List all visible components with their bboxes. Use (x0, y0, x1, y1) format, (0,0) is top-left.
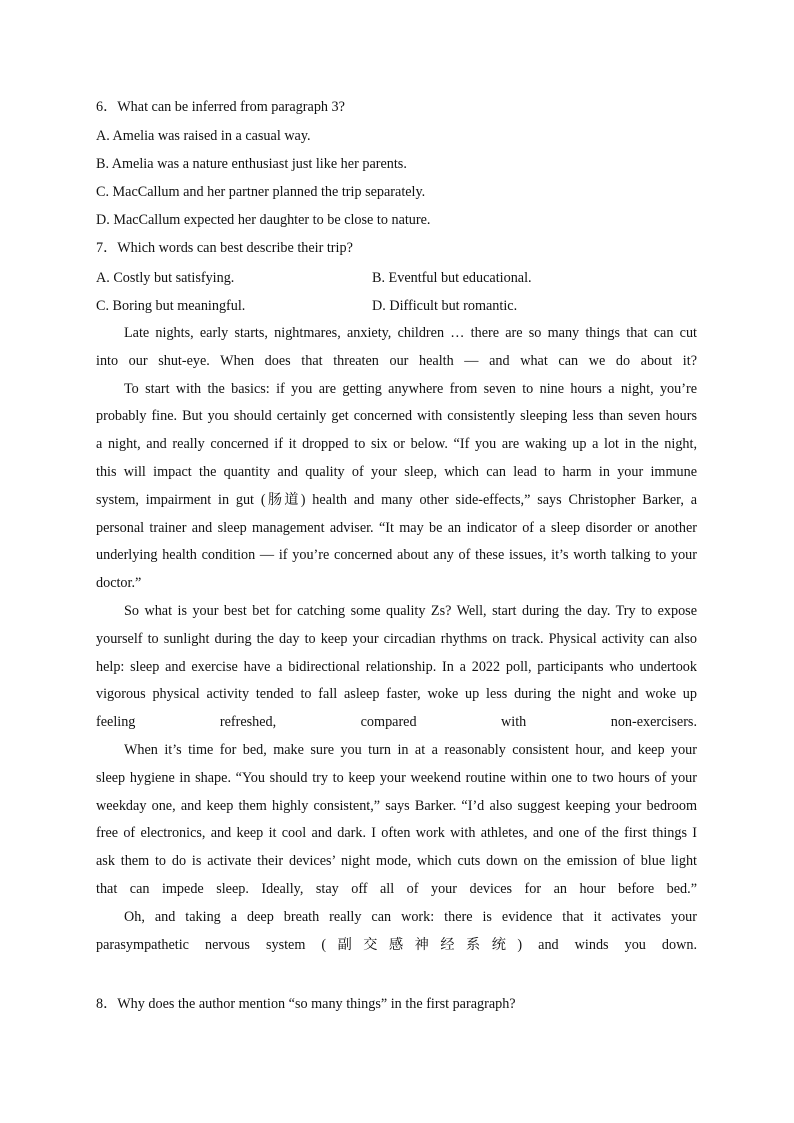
question-7-option-b: B. Eventful but educational. (372, 270, 532, 286)
question-7-stem: 7．Which words can best describe their trip? (96, 240, 353, 256)
question-6-stem: 6．What can be inferred from paragraph 3? (96, 99, 345, 115)
question-7-option-c: C. Boring but meaningful. (96, 298, 246, 314)
passage (96, 320, 697, 959)
passage-paragraph-5: Oh, and taking a deep breath really can work: there is evidence that it activates your parasympathetic nervous system (副交感神经系统) and winds you down. (96, 908, 697, 953)
passage-paragraph-1: Late nights, early starts, nightmares, anxiety, children … there are so many things that can cut into our shut-eye. When does that threaten our health — and what can we do about it? (96, 325, 697, 369)
question-6-option-c: C. MacCallum and her partner planned the trip separately. (96, 184, 426, 200)
passage-paragraph-2: To start with the basics: if you are getting anywhere from seven to nine hours a night, you’re probably fine. But you should certainly get concerned with consistently sleeping less than seven hours a night, and really concerned if it dropped to six or below. “If you are waking up a lot in the night, this will impact the quantity and quality of your sleep, which can lead to harm in your immune system, impairment in gut (肠道) health and many other side-effects,” says Christopher Barker, a personal trainer and sleep management adviser. “It may be an indicator of a sleep disorder or another underlying health condition — if you’re concerned about any of these issues, it’s worth talking to your doctor.” (96, 380, 697, 592)
question-6-option-a: A. Amelia was raised in a casual way. (96, 128, 311, 144)
passage-paragraph-4: When it’s time for bed, make sure you turn in at a reasonably consistent hour, and keep your sleep hygiene in shape. “You should try to keep your weekend routine within one to two hours of your weekday one, and keep them highly consistent,” says Barker. “I’d also suggest keeping your bedroom free of electronics, and keep it cool and dark. I often work with athletes, and one of the first things I ask them to do is activate their devices’ night mode, which cuts down on the emission of blue light that can impede sleep. Ideally, stay off all of your devices for an hour before bed.” (96, 741, 697, 897)
question-7-option-d: D. Difficult but romantic. (372, 298, 518, 314)
passage-paragraph-3: So what is your best bet for catching some quality Zs? Well, start during the day. Try to expose yourself to sunlight during the day to keep your circadian rhythms on track. Physical activity can also help: sleep and exercise have a bidirectional relationship. In a 2022 poll, participants who undertook vigorous physical activity tended to fall asleep faster, woke up less during the night and woke up feeling refreshed, compared with non-exercisers. (96, 602, 697, 731)
question-6-option-d: D. MacCallum expected her daughter to be close to nature. (96, 212, 431, 228)
question-6-option-b: B. Amelia was a nature enthusiast just like her parents. (96, 156, 407, 172)
question-8-stem: 8．Why does the author mention “so many things” in the first paragraph? (96, 996, 516, 1012)
question-7-option-a: A. Costly but satisfying. (96, 270, 235, 286)
